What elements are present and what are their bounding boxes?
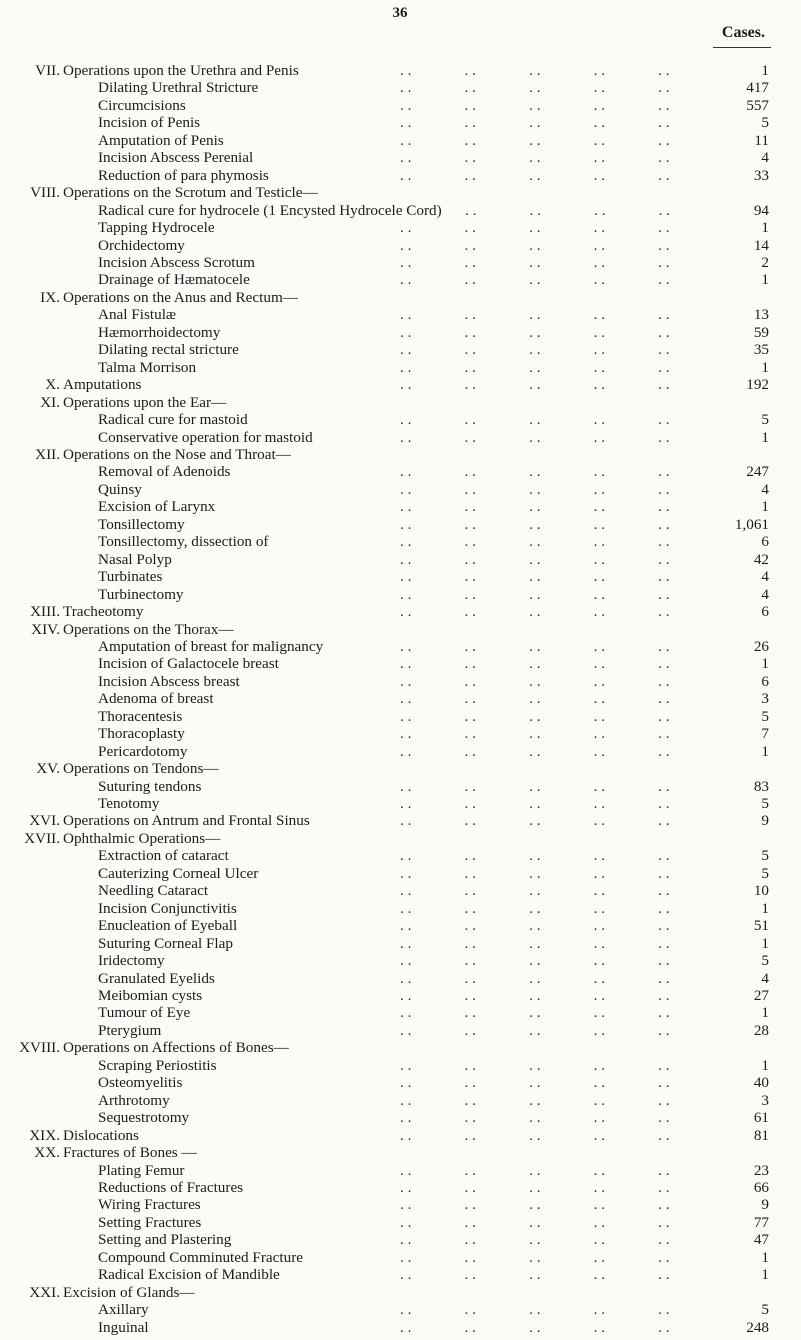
leader-dots: . . . . . . . . . . (400, 236, 670, 254)
leader-dots: . . . . . . . . . . (400, 795, 670, 813)
table-row (0, 184, 801, 201)
section-label: Operations on the Anus and Rectum— (63, 288, 298, 306)
case-count: 5 (761, 864, 769, 882)
operation-label: Hæmorrhoidectomy (98, 323, 221, 341)
table-row (0, 708, 801, 725)
section-number: XIX. (29, 1126, 60, 1144)
operation-label: Tenotomy (98, 795, 160, 813)
table-row (0, 132, 801, 149)
section-label: Tracheotomy (63, 603, 144, 621)
leader-dots: . . . . . . . . . . (400, 969, 670, 987)
section-label: Operations upon the Urethra and Penis (63, 62, 299, 79)
table-row (0, 882, 801, 899)
table-row (0, 847, 801, 864)
case-count: 10 (753, 882, 769, 900)
leader-dots: . . . . . . . . . . (400, 585, 670, 603)
operation-label: Turbinates (98, 568, 163, 586)
case-count: 1 (761, 1056, 769, 1074)
table-row (0, 917, 801, 934)
case-count: 13 (753, 306, 769, 324)
leader-dots: . . . . . . . . . . (400, 341, 670, 359)
leader-dots: . . . . . . . . . . (400, 655, 670, 673)
case-count: 6 (761, 603, 769, 621)
table-row (0, 1092, 801, 1109)
table-row (0, 97, 801, 114)
case-count: 1 (761, 498, 769, 516)
operation-label: Inguinal (98, 1318, 149, 1336)
operation-label: Sequestrotomy (98, 1109, 190, 1127)
operation-label: Compound Comminuted Fracture (98, 1248, 304, 1266)
case-count: 47 (753, 1231, 769, 1249)
operation-label: Quinsy (98, 480, 142, 498)
leader-dots: . . . . . . . . . . (400, 253, 670, 271)
table-row (0, 655, 801, 672)
table-row (0, 376, 801, 393)
case-count: 33 (753, 166, 769, 184)
case-count: 5 (761, 1301, 769, 1319)
case-count: 247 (746, 463, 769, 481)
table-row (0, 551, 801, 568)
leader-dots: . . . . . . . . . . (400, 358, 670, 376)
case-count: 5 (761, 952, 769, 970)
table-row (0, 1319, 801, 1336)
case-count: 9 (761, 812, 769, 830)
leader-dots: . . . . . . . . . . (400, 1318, 670, 1336)
table-row (0, 516, 801, 533)
table-row (0, 481, 801, 498)
operation-label: Setting and Plastering (98, 1231, 232, 1249)
case-count: 35 (753, 341, 769, 359)
case-count: 7 (761, 725, 769, 743)
case-count: 5 (761, 411, 769, 429)
leader-dots: . . . . . . . . . . (400, 917, 670, 935)
leader-dots: . . . . . . . . . . (400, 79, 670, 97)
case-count: 51 (753, 917, 769, 935)
leader-dots: . . . . . . . . . . (400, 1056, 670, 1074)
case-count: 61 (753, 1109, 769, 1127)
leader-dots: . . . . . . . . . . (400, 1248, 670, 1266)
leader-dots: . . . . . . . . . . (400, 219, 670, 237)
table-row (0, 725, 801, 742)
table-row (0, 690, 801, 707)
section-label: Ophthalmic Operations— (63, 829, 221, 847)
section-number: XVI. (29, 812, 60, 830)
table-row (0, 812, 801, 829)
case-count: 3 (761, 1091, 769, 1109)
table-row (0, 935, 801, 952)
case-count: 23 (753, 1161, 769, 1179)
case-count: 1 (761, 655, 769, 673)
operation-label: Extraction of cataract (98, 847, 229, 865)
operation-label: Granulated Eyelids (98, 969, 215, 987)
operation-label: Setting Fractures (98, 1213, 202, 1231)
leader-dots: . . . . . . . . . . (400, 568, 670, 586)
operation-label: Talma Morrison (98, 358, 197, 376)
operation-label: Nasal Polyp (98, 550, 172, 568)
operation-label: Incision Abscess Scrotum (98, 253, 255, 271)
leader-dots: . . . . . . . . . . (400, 1004, 670, 1022)
operation-label: Drainage of Hæmatocele (98, 271, 250, 289)
case-count: 2 (761, 253, 769, 271)
table-row (0, 219, 801, 236)
table-row (0, 237, 801, 254)
leader-dots: . . . . . . . . . . (400, 777, 670, 795)
operation-label: Incision Abscess Perenial (98, 149, 254, 167)
case-count: 5 (761, 114, 769, 132)
case-count: 1 (761, 1004, 769, 1022)
operation-label: Dilating Urethral Stricture (98, 79, 259, 97)
case-count: 14 (753, 236, 769, 254)
leader-dots: . . . . . . . . . . (400, 987, 670, 1005)
section-label: Fractures of Bones — (63, 1144, 197, 1162)
operation-label: Reductions of Fractures (98, 1179, 244, 1196)
operation-label: Anal Fistulæ (98, 306, 177, 324)
operation-label: Enucleation of Eyeball (98, 917, 238, 935)
table-row (0, 603, 801, 620)
table-row (0, 586, 801, 603)
table-row (0, 394, 801, 411)
case-count: 5 (761, 707, 769, 725)
case-count: 11 (754, 131, 769, 149)
leader-dots: . . . . . . . . . . (400, 149, 670, 167)
table-row (0, 1231, 801, 1248)
case-count: 6 (761, 533, 769, 551)
leader-dots: . . . . . . . . . . (400, 376, 670, 394)
operation-label: Incision of Galactocele breast (98, 655, 279, 673)
table-row (0, 498, 801, 515)
section-label: Operations on the Nose and Throat— (63, 445, 291, 463)
leader-dots: . . . . . . . . . . (400, 550, 670, 568)
table-row (0, 1144, 801, 1161)
operation-label: Adenoma of breast (98, 690, 214, 708)
case-count: 1 (761, 899, 769, 917)
operation-label: Osteomyelitis (98, 1074, 183, 1092)
operation-label: Radical Excision of Mandible (98, 1266, 280, 1284)
operation-label: Radical cure for hydrocele (1 Encysted Hydrocele Cord) (98, 201, 442, 219)
leader-dots: . . . . . . . . . . (400, 1213, 670, 1231)
table-row (0, 1004, 801, 1021)
table-row (0, 900, 801, 917)
leader-dots: . . . . . . . . . . (400, 515, 670, 533)
leader-dots: . . . . . . . . . . (400, 306, 670, 324)
leader-dots: . . . . . . . . . . (400, 812, 670, 830)
case-count: 4 (761, 149, 769, 167)
table-row (0, 952, 801, 969)
table-row (0, 795, 801, 812)
section-number: XVIII. (19, 1039, 60, 1057)
operation-label: Pericardotomy (98, 742, 188, 760)
table-row (0, 568, 801, 585)
leader-dots: . . . . . . . . . . (400, 498, 670, 516)
table-row (0, 114, 801, 131)
leader-dots: . . . . . . . . . . (400, 480, 670, 498)
table-row (0, 1196, 801, 1213)
operation-label: Amputation of Penis (98, 131, 224, 149)
operation-label: Conservative operation for mastoid (98, 428, 313, 446)
section-number: VIII. (30, 184, 60, 202)
section-label: Operations on the Scrotum and Testicle— (63, 184, 318, 202)
operation-label: Orchidectomy (98, 236, 185, 254)
leader-dots: . . . . . . . . . . (400, 62, 670, 79)
leader-dots: . . . . . . . . . . (400, 1021, 670, 1039)
section-number: VII. (35, 62, 60, 79)
operation-label: Needling Cataract (98, 882, 209, 900)
section-label: Operations on the Thorax— (63, 620, 234, 638)
operation-label: Incision Conjunctivitis (98, 899, 237, 917)
leader-dots: . . . . . . . . . . (400, 1109, 670, 1127)
case-count: 1 (761, 1266, 769, 1284)
case-count: 557 (746, 96, 769, 114)
table-row (0, 865, 801, 882)
leader-dots: . . . . . . . . . . (400, 603, 670, 621)
section-number: IX. (40, 288, 60, 306)
leader-dots: . . . . . . . . . . (400, 707, 670, 725)
case-count: 1 (761, 934, 769, 952)
table-row (0, 743, 801, 760)
leader-dots: . . . . . . . . . . (400, 742, 670, 760)
table-row (0, 1057, 801, 1074)
operation-label: Iridectomy (98, 952, 165, 970)
operation-label: Arthrotomy (98, 1091, 170, 1109)
section-number: XV. (36, 760, 60, 778)
table-row (0, 1022, 801, 1039)
case-count: 248 (746, 1318, 769, 1336)
cases-column-header: Cases. (721, 24, 765, 41)
page-number: 36 (392, 5, 408, 21)
case-count: 5 (761, 847, 769, 865)
case-count: 81 (753, 1126, 769, 1144)
case-count: 40 (753, 1074, 769, 1092)
table-row (0, 149, 801, 166)
section-number: XXI. (29, 1283, 60, 1301)
leader-dots: . . . . . . . . . . (400, 1074, 670, 1092)
operation-label: Circumcisions (98, 96, 186, 114)
table-row (0, 289, 801, 306)
table-row (0, 254, 801, 271)
case-count: 1 (761, 742, 769, 760)
section-number: X. (45, 376, 60, 394)
table-row (0, 167, 801, 184)
leader-dots: . . . . . . . . . . (400, 411, 670, 429)
operation-label: Removal of Adenoids (98, 463, 231, 481)
section-label: Operations on Affections of Bones— (63, 1039, 289, 1057)
leader-dots: . . . . . . . . . . (400, 690, 670, 708)
operation-label: Thoracoplasty (98, 725, 185, 743)
operation-label: Incision of Penis (98, 114, 201, 132)
table-row (0, 638, 801, 655)
operations-table (0, 62, 801, 1336)
case-count: 77 (753, 1213, 769, 1231)
operation-label: Reduction of para phymosis (98, 166, 269, 184)
table-row (0, 1162, 801, 1179)
leader-dots: . . . . . . . . . . (400, 1196, 670, 1214)
leader-dots: . . . . . . . . . . (400, 672, 670, 690)
operation-label: Amputation of breast for malignancy (98, 637, 324, 655)
case-count: 1,061 (734, 515, 769, 533)
header-rule (713, 47, 771, 48)
leader-dots: . . . . . . . . . . (400, 1126, 670, 1144)
operation-label: Axillary (98, 1301, 149, 1319)
table-row (0, 306, 801, 323)
table-row (0, 760, 801, 777)
section-label: Operations on Antrum and Frontal Sinus (63, 812, 310, 830)
leader-dots: . . . . . . . . . . (400, 323, 670, 341)
case-count: 1 (761, 62, 769, 79)
leader-dots: . . . . . . . . . . (400, 428, 670, 446)
table-row (0, 1284, 801, 1301)
operation-label: Cauterizing Corneal Ulcer (98, 864, 259, 882)
leader-dots: . . . . . . . . . . (400, 1266, 670, 1284)
case-count: 4 (761, 480, 769, 498)
case-count: 9 (761, 1196, 769, 1214)
operation-label: Tonsillectomy (98, 515, 185, 533)
case-count: 4 (761, 568, 769, 586)
operation-label: Incision Abscess breast (98, 672, 240, 690)
table-row (0, 1249, 801, 1266)
section-label: Amputations (63, 376, 142, 394)
table-row (0, 778, 801, 795)
case-count: 42 (753, 550, 769, 568)
table-row (0, 1214, 801, 1231)
case-count: 1 (761, 1248, 769, 1266)
leader-dots: . . . . . . . . . . (400, 882, 670, 900)
section-label: Operations upon the Ear— (63, 393, 227, 411)
case-count: 6 (761, 672, 769, 690)
operation-label: Turbinectomy (98, 585, 184, 603)
leader-dots: . . . . . . . . . . (400, 463, 670, 481)
leader-dots: . . . . . . . . . . (400, 899, 670, 917)
case-count: 1 (761, 358, 769, 376)
case-count: 66 (753, 1179, 769, 1196)
table-row (0, 1301, 801, 1318)
leader-dots: . . . . . . . . . . (400, 96, 670, 114)
table-row (0, 533, 801, 550)
leader-dots: . . . . . . . . . . (400, 1091, 670, 1109)
case-count: 417 (746, 79, 769, 97)
operation-label: Radical cure for mastoid (98, 411, 248, 429)
leader-dots: . . . . . . . . . . (400, 114, 670, 132)
operation-label: Meibomian cysts (98, 987, 203, 1005)
leader-dots: . . . . . . . . . . (400, 533, 670, 551)
table-row (0, 463, 801, 480)
case-count: 1 (761, 271, 769, 289)
operation-label: Wiring Fractures (98, 1196, 201, 1214)
table-row (0, 1266, 801, 1283)
table-row (0, 1179, 801, 1196)
operation-label: Tumour of Eye (98, 1004, 191, 1022)
leader-dots: . . . . . . . . . . (400, 1301, 670, 1319)
table-row (0, 62, 801, 79)
section-number: XX. (34, 1144, 60, 1162)
operation-label: Excision of Larynx (98, 498, 216, 516)
case-count: 94 (753, 201, 769, 219)
case-count: 1 (761, 219, 769, 237)
leader-dots: . . . . . . . . (465, 201, 671, 219)
table-row (0, 271, 801, 288)
operation-label: Tonsillectomy, dissection of (98, 533, 269, 551)
section-number: XIV. (31, 620, 60, 638)
section-number: XII. (35, 445, 60, 463)
leader-dots: . . . . . . . . . . (400, 1179, 670, 1196)
table-row (0, 359, 801, 376)
table-row (0, 341, 801, 358)
leader-dots: . . . . . . . . . . (400, 166, 670, 184)
leader-dots: . . . . . . . . . . (400, 1161, 670, 1179)
section-number: XI. (40, 393, 60, 411)
operation-label: Dilating rectal stricture (98, 341, 239, 359)
table-row (0, 830, 801, 847)
operation-label: Suturing tendons (98, 777, 202, 795)
operation-label: Pterygium (98, 1021, 162, 1039)
table-row (0, 1039, 801, 1056)
case-count: 4 (761, 585, 769, 603)
table-row (0, 324, 801, 341)
case-count: 3 (761, 690, 769, 708)
table-row (0, 970, 801, 987)
section-label: Operations on Tendons— (63, 760, 219, 778)
table-row (0, 1109, 801, 1126)
case-count: 59 (753, 323, 769, 341)
table-row (0, 1127, 801, 1144)
case-count: 28 (753, 1021, 769, 1039)
leader-dots: . . . . . . . . . . (400, 637, 670, 655)
case-count: 26 (753, 637, 769, 655)
leader-dots: . . . . . . . . . . (400, 864, 670, 882)
case-count: 1 (761, 428, 769, 446)
section-number: XVII. (24, 829, 60, 847)
case-count: 83 (753, 777, 769, 795)
section-label: Dislocations (63, 1126, 139, 1144)
leader-dots: . . . . . . . . . . (400, 847, 670, 865)
table-row (0, 987, 801, 1004)
table-row (0, 1074, 801, 1091)
case-count: 5 (761, 795, 769, 813)
table-row (0, 621, 801, 638)
section-number: XIII. (30, 603, 60, 621)
operation-label: Suturing Corneal Flap (98, 934, 233, 952)
operation-label: Thoracentesis (98, 707, 183, 725)
leader-dots: . . . . . . . . . . (400, 131, 670, 149)
case-count: 4 (761, 969, 769, 987)
leader-dots: . . . . . . . . . . (400, 934, 670, 952)
operation-label: Tapping Hydrocele (98, 219, 215, 237)
leader-dots: . . . . . . . . . . (400, 1231, 670, 1249)
table-row (0, 673, 801, 690)
table-row (0, 411, 801, 428)
table-row (0, 202, 801, 219)
operation-label: Plating Femur (98, 1161, 185, 1179)
operation-label: Scraping Periostitis (98, 1056, 217, 1074)
leader-dots: . . . . . . . . . . (400, 952, 670, 970)
case-count: 27 (753, 987, 769, 1005)
table-row (0, 79, 801, 96)
case-count: 192 (746, 376, 769, 394)
table-row (0, 446, 801, 463)
table-row (0, 429, 801, 446)
section-label: Excision of Glands— (63, 1283, 195, 1301)
leader-dots: . . . . . . . . . . (400, 271, 670, 289)
leader-dots: . . . . . . . . . . (400, 725, 670, 743)
